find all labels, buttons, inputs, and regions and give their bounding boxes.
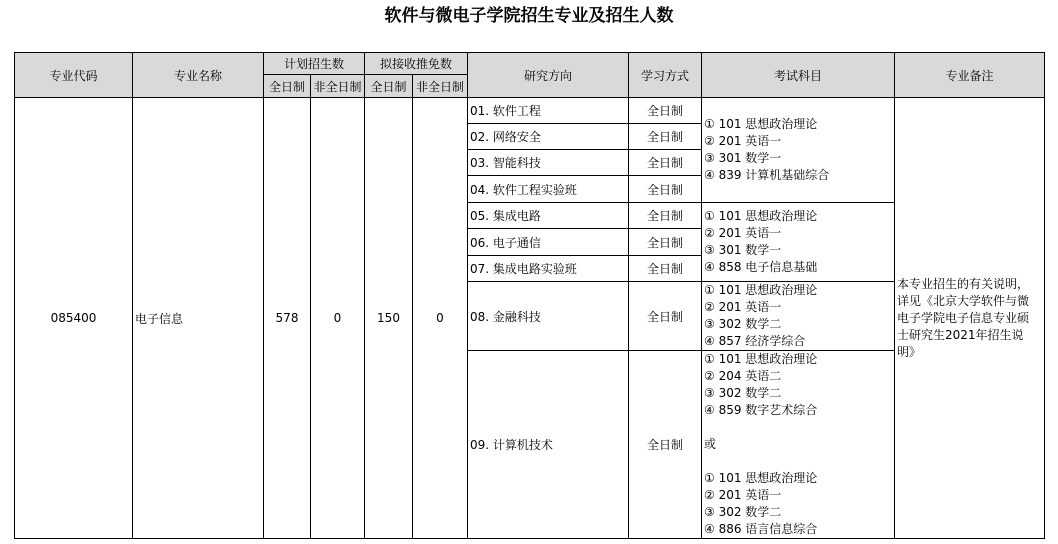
- exam-subject: ④ 839 计算机基础综合: [704, 168, 830, 182]
- direction-mode: 全日制: [629, 124, 702, 150]
- plan-parttime-count: 0: [311, 98, 365, 539]
- direction-name: 07. 集成电路实验班: [468, 256, 629, 282]
- header-exempt-fulltime: 全日制: [365, 75, 413, 98]
- header-exempt-parttime: 非全日制: [413, 75, 468, 98]
- exam-subject: ④ 859 数字艺术综合: [704, 403, 818, 417]
- exam-subject: ② 204 英语二: [704, 369, 782, 383]
- page-title: 软件与微电子学院招生专业及招生人数: [384, 6, 674, 26]
- direction-mode: 全日制: [629, 176, 702, 203]
- program-remark: 本专业招生的有关说明，详见《北京大学软件与微电子学院电子信息专业硕士研究生2021年招生说明》: [895, 98, 1045, 539]
- direction-mode: 全日制: [629, 203, 702, 229]
- exam-subject: ③ 302 数学二: [704, 317, 782, 331]
- exam-subjects-group-2: [702, 203, 895, 282]
- exam-subject: ④ 886 语言信息综合: [704, 522, 818, 536]
- exam-subject: ④ 858 电子信息基础: [704, 260, 818, 274]
- plan-fulltime-count: 578: [264, 98, 311, 539]
- table-row: [15, 98, 1045, 124]
- exam-subjects-group-4: [702, 351, 895, 539]
- direction-name: 02. 网络安全: [468, 124, 629, 150]
- header-exam: 考试科目: [702, 53, 895, 98]
- direction-mode: 全日制: [629, 351, 702, 539]
- direction-mode: 全日制: [629, 256, 702, 282]
- header-mode: 学习方式: [629, 53, 702, 98]
- header-plan-parttime: 非全日制: [311, 75, 365, 98]
- program-name: 电子信息: [133, 98, 264, 539]
- exam-subject: ③ 301 数学一: [704, 151, 782, 165]
- direction-name: 06. 电子通信: [468, 229, 629, 256]
- exam-subject: ④ 857 经济学综合: [704, 334, 806, 348]
- admissions-table: [14, 52, 1045, 539]
- exam-subject: ① 101 思想政治理论: [704, 283, 818, 297]
- exam-subject: ① 101 思想政治理论: [704, 117, 818, 131]
- exam-subject: ① 101 思想政治理论: [704, 209, 818, 223]
- exempt-parttime-count: 0: [413, 98, 468, 539]
- direction-name: 04. 软件工程实验班: [468, 176, 629, 203]
- direction-name: 09. 计算机技术: [468, 351, 629, 539]
- exam-subject: ③ 302 数学二: [704, 505, 782, 519]
- header-name: 专业名称: [133, 53, 264, 98]
- exam-subject: ③ 302 数学二: [704, 386, 782, 400]
- direction-name: 08. 金融科技: [468, 282, 629, 351]
- header-direction: 研究方向: [468, 53, 629, 98]
- header-plan: 计划招生数: [264, 53, 365, 75]
- exam-or-label: 或: [704, 437, 717, 451]
- exam-subjects-group-1: [702, 98, 895, 203]
- program-code: 085400: [15, 98, 133, 539]
- direction-mode: 全日制: [629, 98, 702, 124]
- exam-subject: ② 201 英语一: [704, 226, 782, 240]
- header-plan-fulltime: 全日制: [264, 75, 311, 98]
- direction-name: 01. 软件工程: [468, 98, 629, 124]
- exam-subject: ① 101 思想政治理论: [704, 471, 818, 485]
- direction-mode: 全日制: [629, 229, 702, 256]
- direction-mode: 全日制: [629, 282, 702, 351]
- header-code: 专业代码: [15, 53, 133, 98]
- direction-name: 05. 集成电路: [468, 203, 629, 229]
- exam-subjects-group-3: [702, 282, 895, 351]
- header-exempt: 拟接收推免数: [365, 53, 468, 75]
- direction-mode: 全日制: [629, 150, 702, 176]
- exam-subject: ① 101 思想政治理论: [704, 352, 818, 366]
- exam-subject: ② 201 英语一: [704, 134, 782, 148]
- exempt-fulltime-count: 150: [365, 98, 413, 539]
- exam-subject: ② 201 英语一: [704, 488, 782, 502]
- direction-name: 03. 智能科技: [468, 150, 629, 176]
- exam-subject: ② 201 英语一: [704, 300, 782, 314]
- header-remark: 专业备注: [895, 53, 1045, 98]
- exam-subject: ③ 301 数学一: [704, 243, 782, 257]
